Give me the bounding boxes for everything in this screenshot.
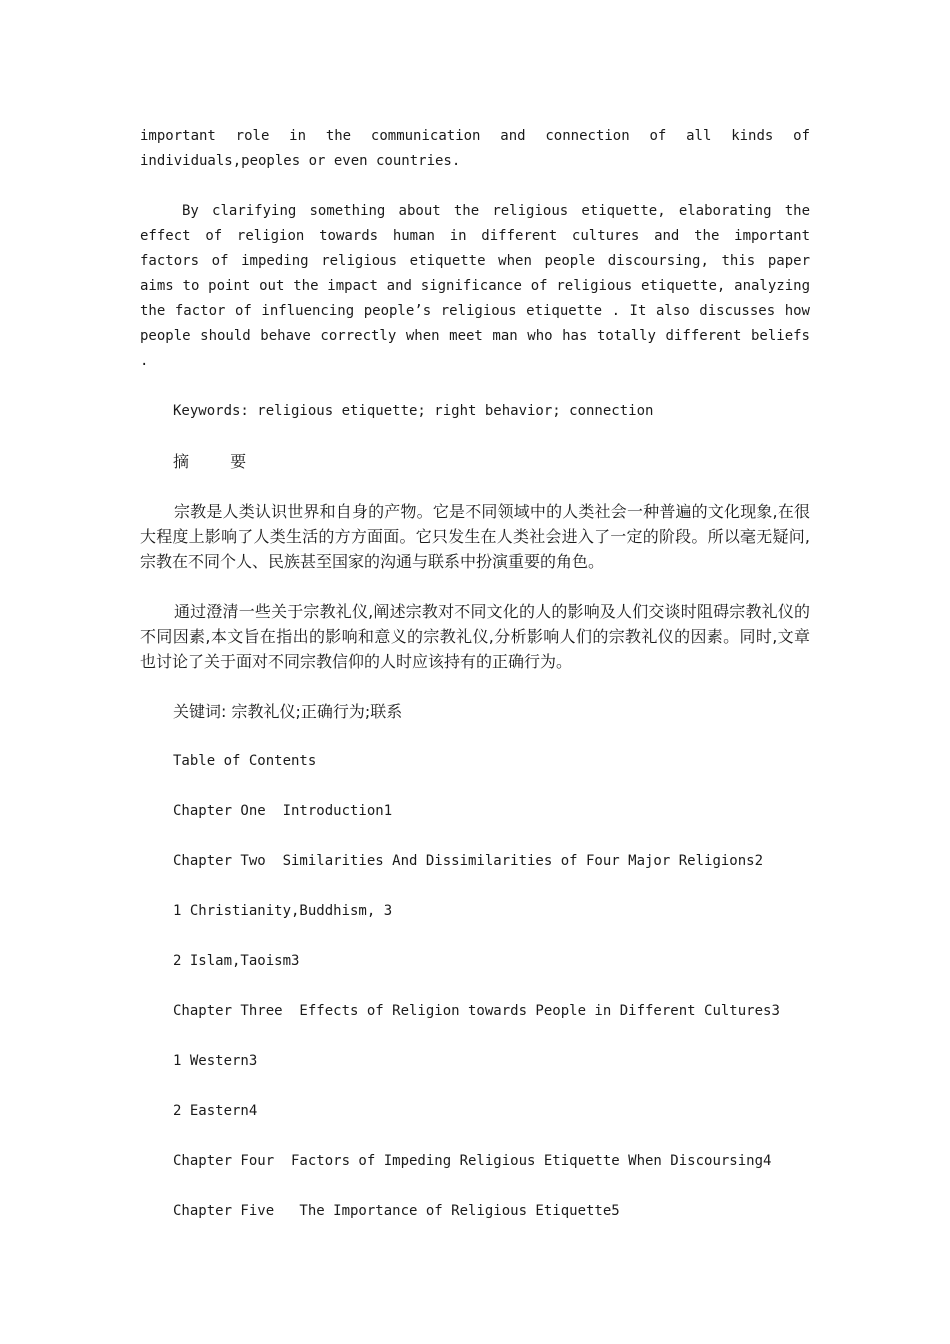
abstract-english: By clarifying something about the religious etiquette, elaborating the effect of religion towards human in different cultures and the important factors of impeding religious etiquette when people discoursing, this paper aims to point out the impact and significance of religious etiquette, analyzing the factor of influencing people’s religious etiquette . It also discusses how people should behave correctly when meet man who has totally different beliefs . <box>140 203 810 369</box>
toc-entry: Chapter Four Factors of Impeding Religious Etiquette When Discoursing4 <box>173 1153 772 1169</box>
toc-entry: Chapter Five The Importance of Religious Etiquette5 <box>173 1203 620 1219</box>
toc-entry: 2 Islam,Taoism3 <box>173 953 300 969</box>
toc-entry: 1 Christianity,Buddhism, 3 <box>173 903 393 919</box>
abstract-chinese-heading: 摘 要 <box>173 452 265 471</box>
toc-entry: Chapter Two Similarities And Dissimilarities of Four Major Religions2 <box>173 853 764 869</box>
toc-entry: 2 Eastern4 <box>173 1103 258 1119</box>
keywords-chinese: 关键词: 宗教礼仪;正确行为;联系 <box>173 702 403 721</box>
toc-entry: Chapter One Introduction1 <box>173 803 393 819</box>
toc-title: Table of Contents <box>173 753 317 769</box>
abstract-chinese-paragraph-2: 通过澄清一些关于宗教礼仪,阐述宗教对不同文化的人的影响及人们交谈时阻碍宗教礼仪的不同因素,本文旨在指出的影响和意义的宗教礼仪,分析影响人们的宗教礼仪的因素。同时,文章也讨论了关于面对不同宗教信仰的人时应该持有的正确行为。 <box>140 602 810 671</box>
keywords-english: Keywords: religious etiquette; right behavior; connection <box>173 403 654 419</box>
document-page <box>140 124 810 1224</box>
toc-entry: 1 Western3 <box>173 1053 258 1069</box>
abstract-chinese-paragraph-1: 宗教是人类认识世界和自身的产物。它是不同领域中的人类社会一种普遍的文化现象,在很大程度上影响了人类生活的方方面面。它只发生在人类社会进入了一定的阶段。所以毫无疑问,宗教在不同个人、民族甚至国家的沟通与联系中扮演重要的角色。 <box>140 502 810 571</box>
continuation-paragraph: important role in the communication and connection of all kinds of individuals,peoples or even countries. <box>140 128 810 169</box>
toc-entry: Chapter Three Effects of Religion towards People in Different Cultures3 <box>173 1003 780 1019</box>
